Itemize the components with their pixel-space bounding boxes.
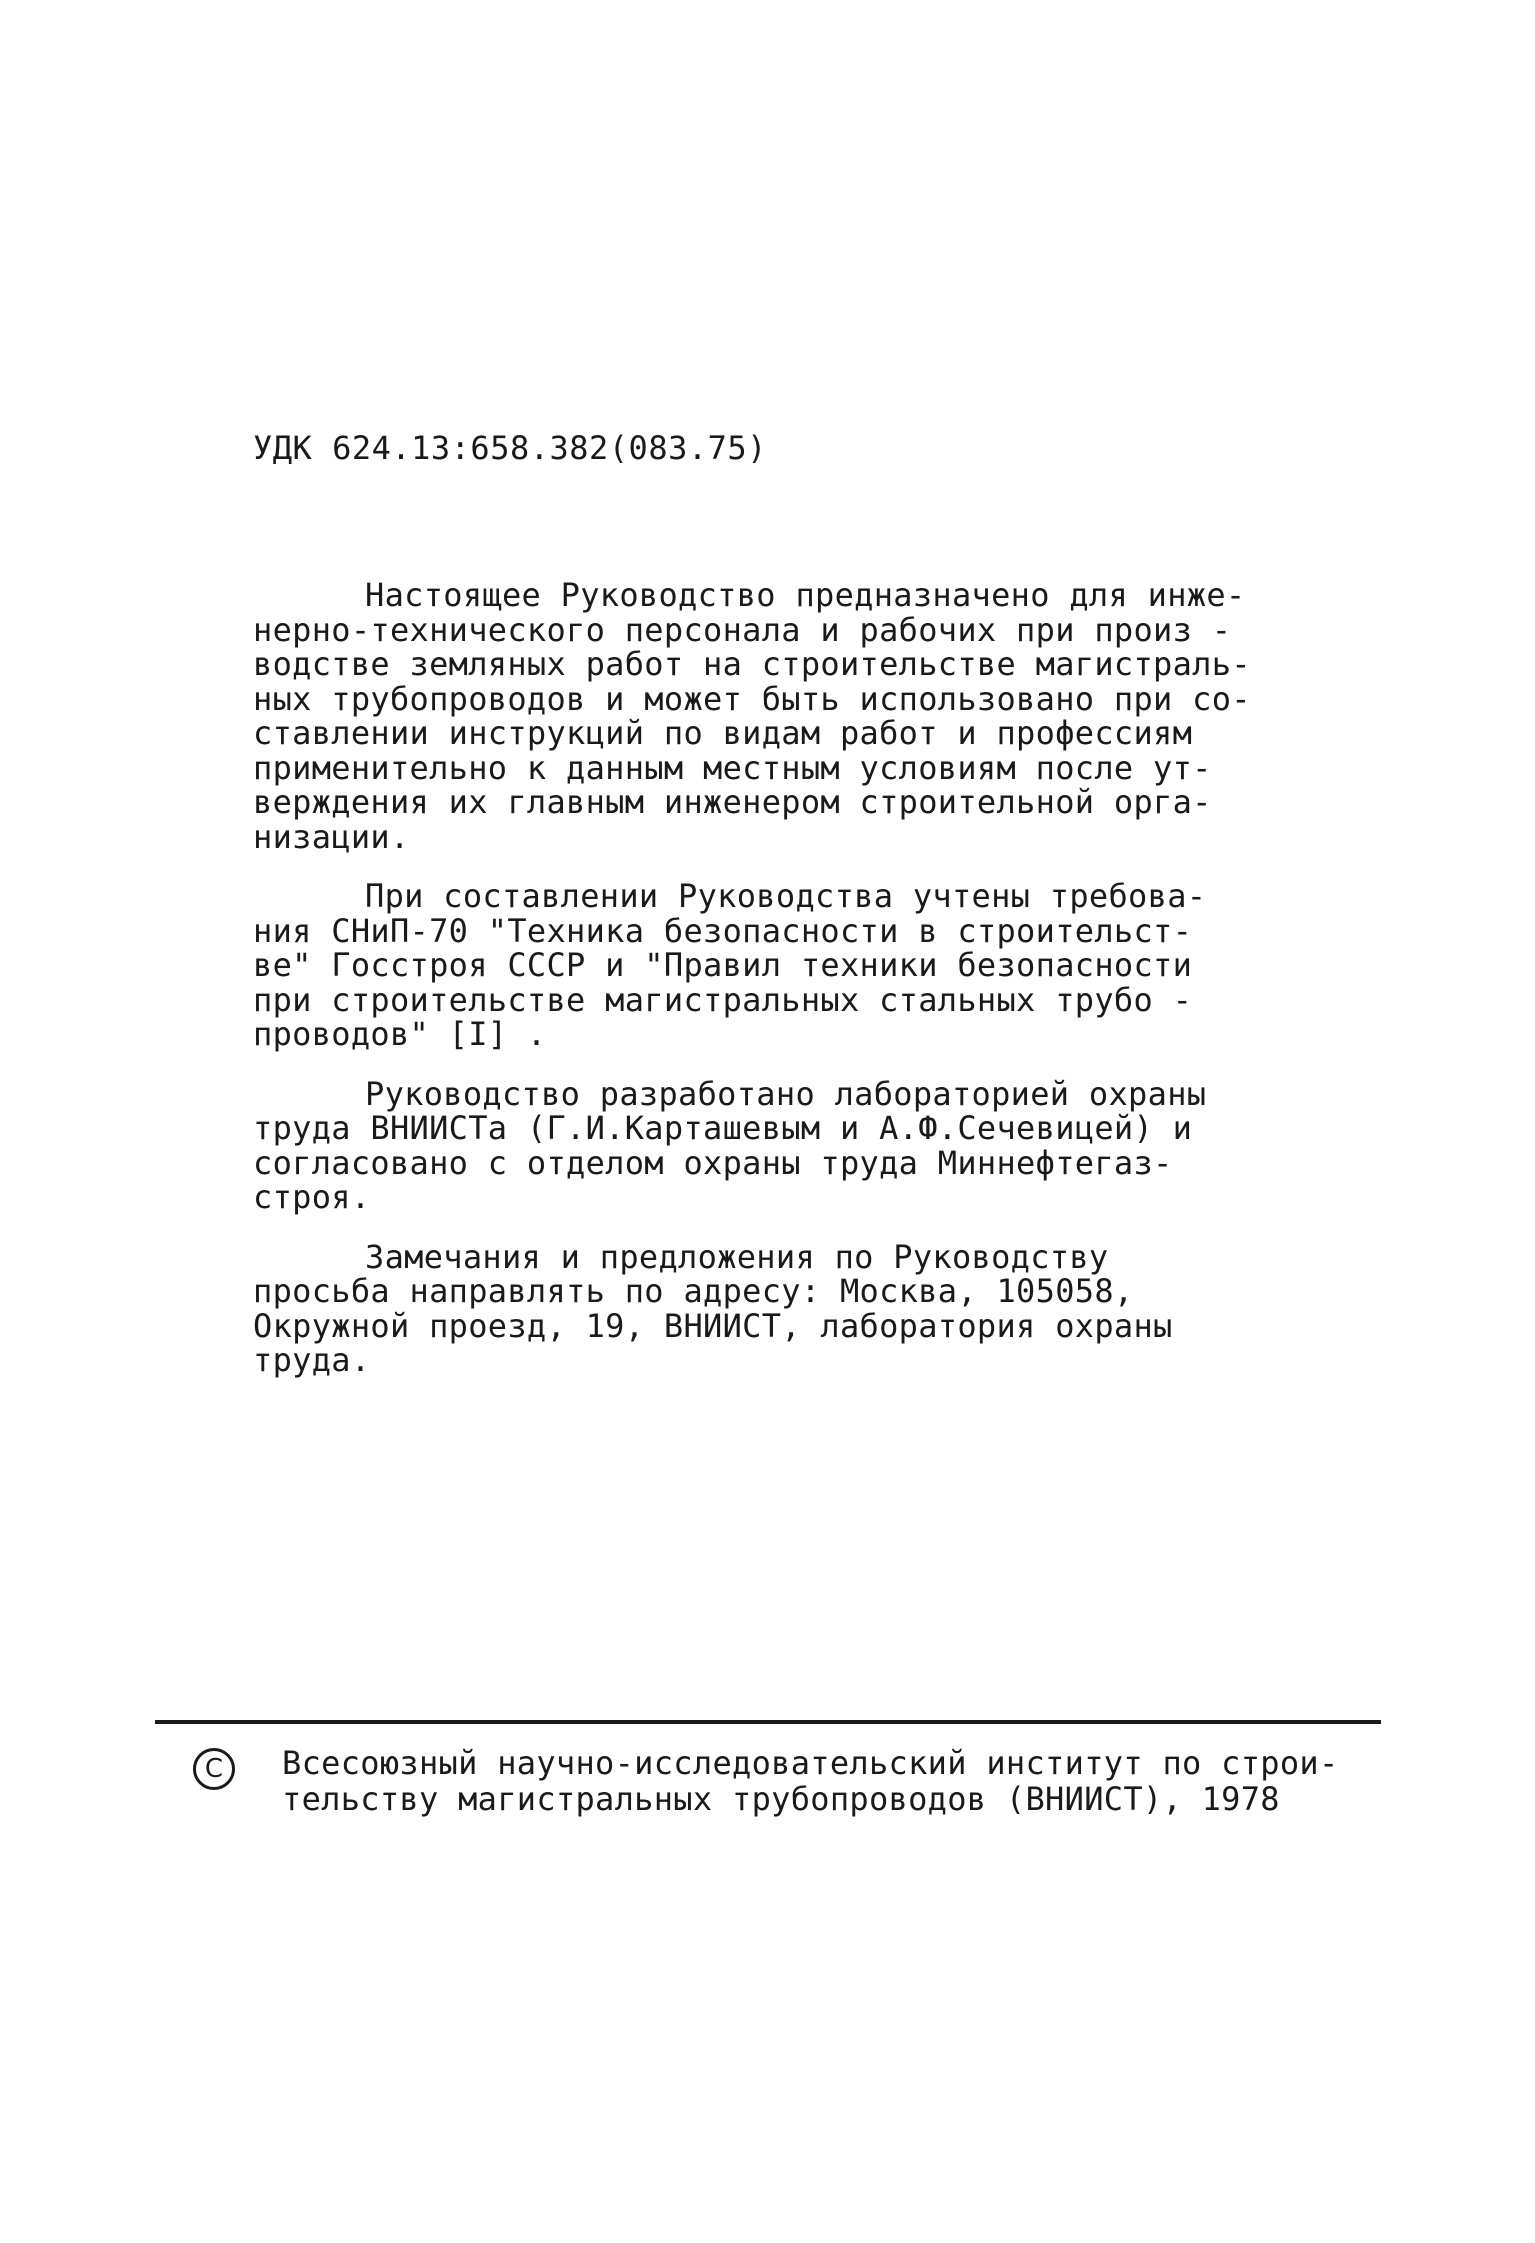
text-line: труда. <box>253 1341 371 1379</box>
text-line: ния СНиП-70 "Техника безопасности в строительст- <box>253 911 1193 950</box>
text-line: ве" Госстроя СССР и "Правил техники безопасности <box>253 946 1193 984</box>
text-line: верждения их главным инженером строительной орга- <box>253 783 1212 821</box>
text-line: Окружной проезд, 19, ВНИИСТ, лаборатория охраны <box>253 1306 1173 1345</box>
horizontal-rule <box>155 1720 1381 1724</box>
paragraph-purpose <box>253 578 1293 854</box>
text-line: Руководство разработано лабораторией охраны <box>365 1074 1207 1113</box>
text-line: ных трубопроводов и может быть использовано при со- <box>253 679 1251 718</box>
paragraph-contact <box>253 1237 1293 1379</box>
text-line: ставлении инструкций по видам работ и профессиям <box>253 714 1193 752</box>
text-line: Замечания и предложения по Руководству <box>365 1237 1109 1276</box>
text-line: строя. <box>253 1178 371 1216</box>
text-line: низации. <box>253 817 410 856</box>
paragraph-requirements <box>253 879 1293 1052</box>
text-line: при строительстве магистральных стальных трубо - <box>253 980 1193 1019</box>
text-line: При составлении Руководства учтены требова- <box>365 877 1207 915</box>
text-line: водстве земляных работ на строительстве магистраль- <box>253 645 1251 683</box>
copyright-c-glyph: C <box>204 1754 224 1784</box>
text-line: просьба направлять по адресу: Москва, 105058, <box>253 1272 1134 1310</box>
copyright-icon <box>193 1748 235 1790</box>
copyright-notice <box>282 1745 1382 1817</box>
text-line: Настоящее Руководство предназначено для инже- <box>365 576 1246 614</box>
text-line: нерно-технического персонала и рабочих при произ - <box>253 610 1232 649</box>
paragraph-authors <box>253 1074 1293 1216</box>
copyright-line: тельству магистральных трубопроводов (ВНИИСТ), 1978 <box>282 1780 1280 1818</box>
udk-code: УДК 624.13:658.382(083.75) <box>253 429 767 467</box>
text-line: труда ВНИИСТа (Г.И.Карташевым и А.Ф.Сечевицей) и <box>253 1109 1193 1147</box>
copyright-line: Всесоюзный научно-исследовательский институт по строи- <box>282 1744 1339 1782</box>
text-line: согласовано с отделом охраны труда Миннефтегаз- <box>253 1143 1173 1182</box>
text-line: применительно к данным местным условиям после ут- <box>253 748 1212 787</box>
text-line: проводов" [I] . <box>253 1015 547 1053</box>
body-text <box>253 578 1293 1403</box>
